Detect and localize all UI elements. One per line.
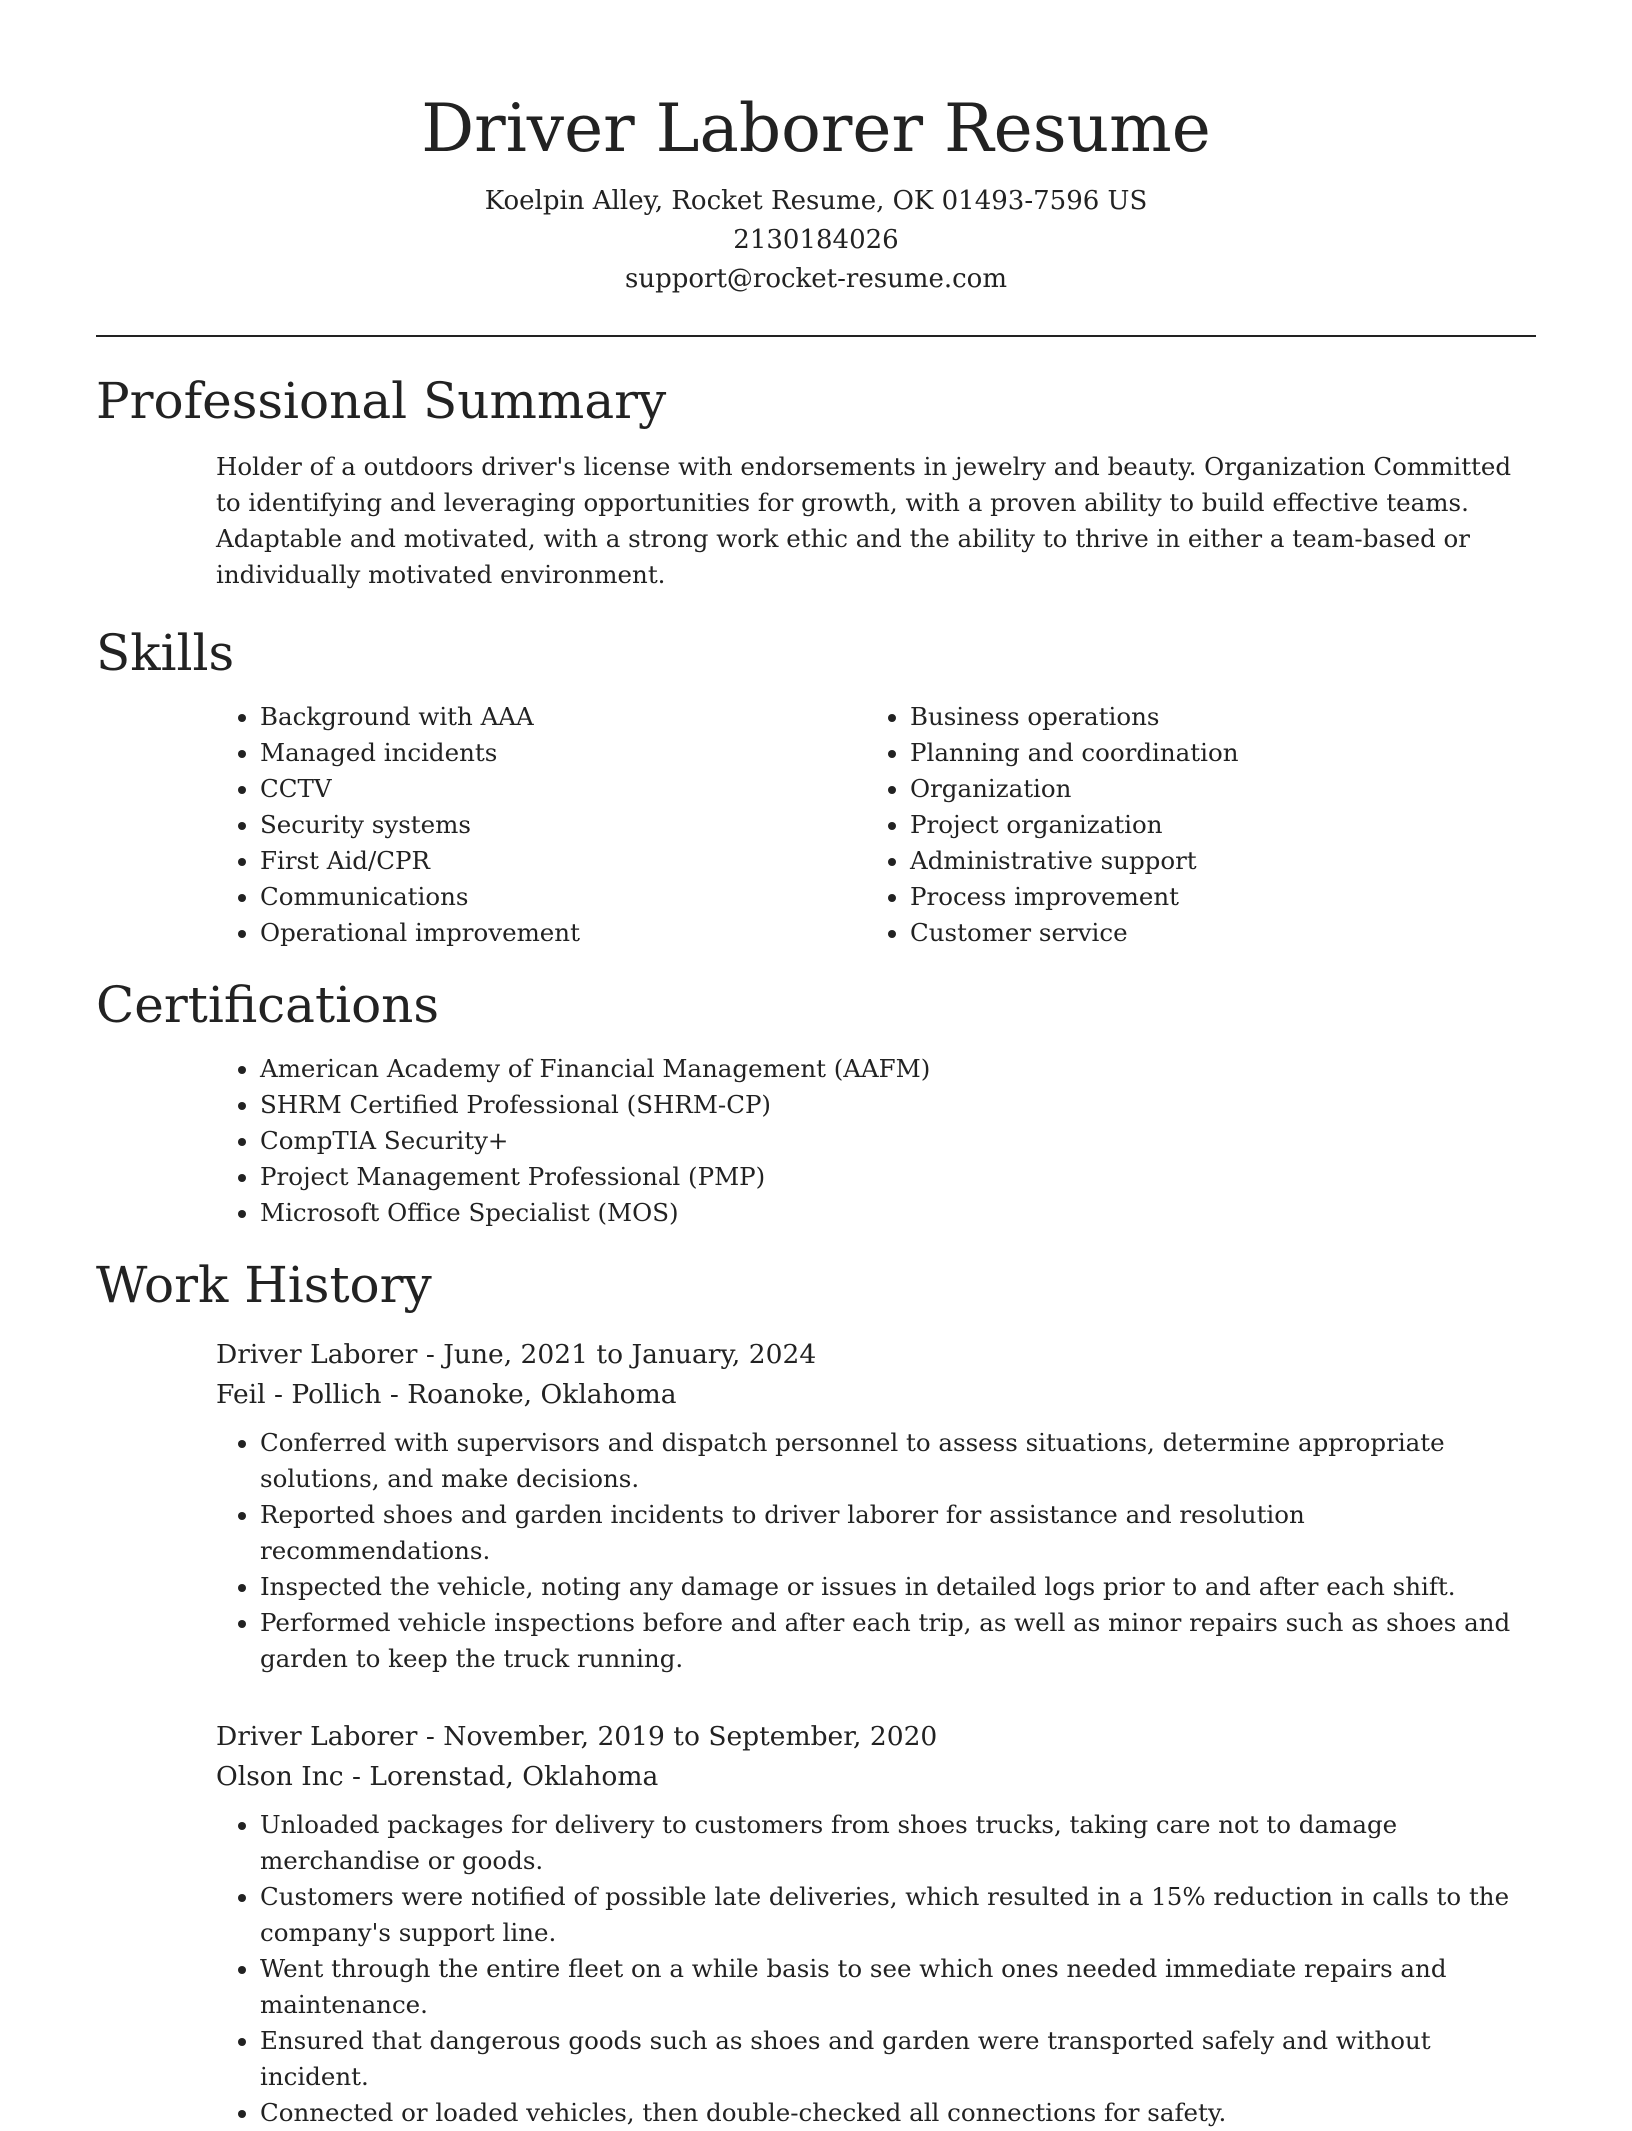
- contact-phone: 2130184026: [733, 225, 899, 255]
- certification-item: • American Academy of Financial Management (AAFM): [260, 1051, 1536, 1087]
- job-duty-item: • Went through the entire fleet on a while basis to see which ones needed immediate repairs and maintenance.: [260, 1951, 1536, 2023]
- skills-list-right: [866, 699, 1516, 951]
- job-duty-item: • Inspected the vehicle, noting any damage or issues in detailed logs prior to and after each shift.: [260, 1569, 1536, 1605]
- certifications-section: [96, 975, 1536, 1231]
- skill-item: • Background with AAA: [260, 699, 866, 735]
- job-title-dates: Driver Laborer - June, 2021 to January, 2024: [216, 1339, 817, 1370]
- job-duty-item: • Performed vehicle inspections before and after each trip, as well as minor repairs such as shoes and garden to keep the truck running.: [260, 1605, 1536, 1677]
- skill-item: • Administrative support: [910, 843, 1516, 879]
- summary-text: Holder of a outdoors driver's license with endorsements in jewelry and beauty. Organization Committed to identifying and leveraging opportunities for growth, with a proven ability to build effective teams. Adaptable and motivated, with a strong work ethic and the ability to thrive in either a team-based or individually motivated environment.: [216, 452, 1512, 589]
- job-duties-list: [216, 1425, 1536, 1677]
- job-duty-item: • Conferred with supervisors and dispatch personnel to assess situations, determine appropriate solutions, and make decisions.: [260, 1425, 1536, 1497]
- skills-list-left: [216, 699, 866, 951]
- resume-title: Driver Laborer Resume: [421, 90, 1211, 167]
- job-title-dates: Driver Laborer - November, 2019 to September, 2020: [216, 1721, 938, 1752]
- section-title-summary: Professional Summary: [96, 372, 667, 430]
- job-duty-item: • Unloaded packages for delivery to customers from shoes trucks, taking care not to damage merchandise or goods.: [260, 1807, 1536, 1879]
- contact-info: [96, 182, 1536, 299]
- certification-item: • Microsoft Office Specialist (MOS): [260, 1195, 1536, 1231]
- section-title-certifications: Certifications: [96, 976, 440, 1034]
- contact-address: Koelpin Alley, Rocket Resume, OK 01493-7596 US: [484, 186, 1148, 216]
- job-duty-item: • Reported shoes and garden incidents to driver laborer for assistance and resolution recommendations.: [260, 1497, 1536, 1569]
- header-divider: [96, 335, 1536, 337]
- job-duty-item: • Ensured that dangerous goods such as shoes and garden were transported safely and without incident.: [260, 2023, 1536, 2095]
- job-company-location: Olson Inc - Lorenstad, Oklahoma: [216, 1761, 659, 1792]
- skill-item: • Process improvement: [910, 879, 1516, 915]
- work-history-jobs: [96, 1335, 1536, 2131]
- section-title-work-history: Work History: [96, 1256, 432, 1314]
- job-duty-item: • Connected or loaded vehicles, then double-checked all connections for safety.: [260, 2095, 1536, 2131]
- skills-section: [96, 623, 1536, 951]
- certification-item: • CompTIA Security+: [260, 1123, 1536, 1159]
- skill-item: • CCTV: [260, 771, 866, 807]
- certifications-body: [96, 1051, 1536, 1231]
- certification-item: • Project Management Professional (PMP): [260, 1159, 1536, 1195]
- skill-item: • Organization: [910, 771, 1516, 807]
- job-entry: [96, 1335, 1536, 1677]
- skill-item: • Managed incidents: [260, 735, 866, 771]
- job-entry: [96, 1717, 1536, 2131]
- certifications-list: [216, 1051, 1536, 1231]
- resume-header: [96, 0, 1536, 299]
- job-company-location: Feil - Pollich - Roanoke, Oklahoma: [216, 1379, 677, 1410]
- skill-item: • Business operations: [910, 699, 1516, 735]
- skill-item: • First Aid/CPR: [260, 843, 866, 879]
- skill-item: • Communications: [260, 879, 866, 915]
- section-title-skills: Skills: [96, 624, 235, 682]
- job-duties-list: [216, 1807, 1536, 2131]
- skills-column-left: [216, 699, 866, 951]
- skill-item: • Security systems: [260, 807, 866, 843]
- contact-email: support@rocket-resume.com: [624, 264, 1007, 294]
- certification-item: • SHRM Certified Professional (SHRM-CP): [260, 1087, 1536, 1123]
- skills-columns: [96, 699, 1536, 951]
- job-duty-item: • Customers were notified of possible late deliveries, which resulted in a 15% reduction in calls to the company's support line.: [260, 1879, 1536, 1951]
- skill-item: • Planning and coordination: [910, 735, 1516, 771]
- skills-column-right: [866, 699, 1516, 951]
- summary-section: [96, 371, 1536, 593]
- work-history-section: [96, 1255, 1536, 2131]
- skill-item: • Project organization: [910, 807, 1516, 843]
- skill-item: • Customer service: [910, 915, 1516, 951]
- skill-item: • Operational improvement: [260, 915, 866, 951]
- resume-page: [96, 0, 1536, 2131]
